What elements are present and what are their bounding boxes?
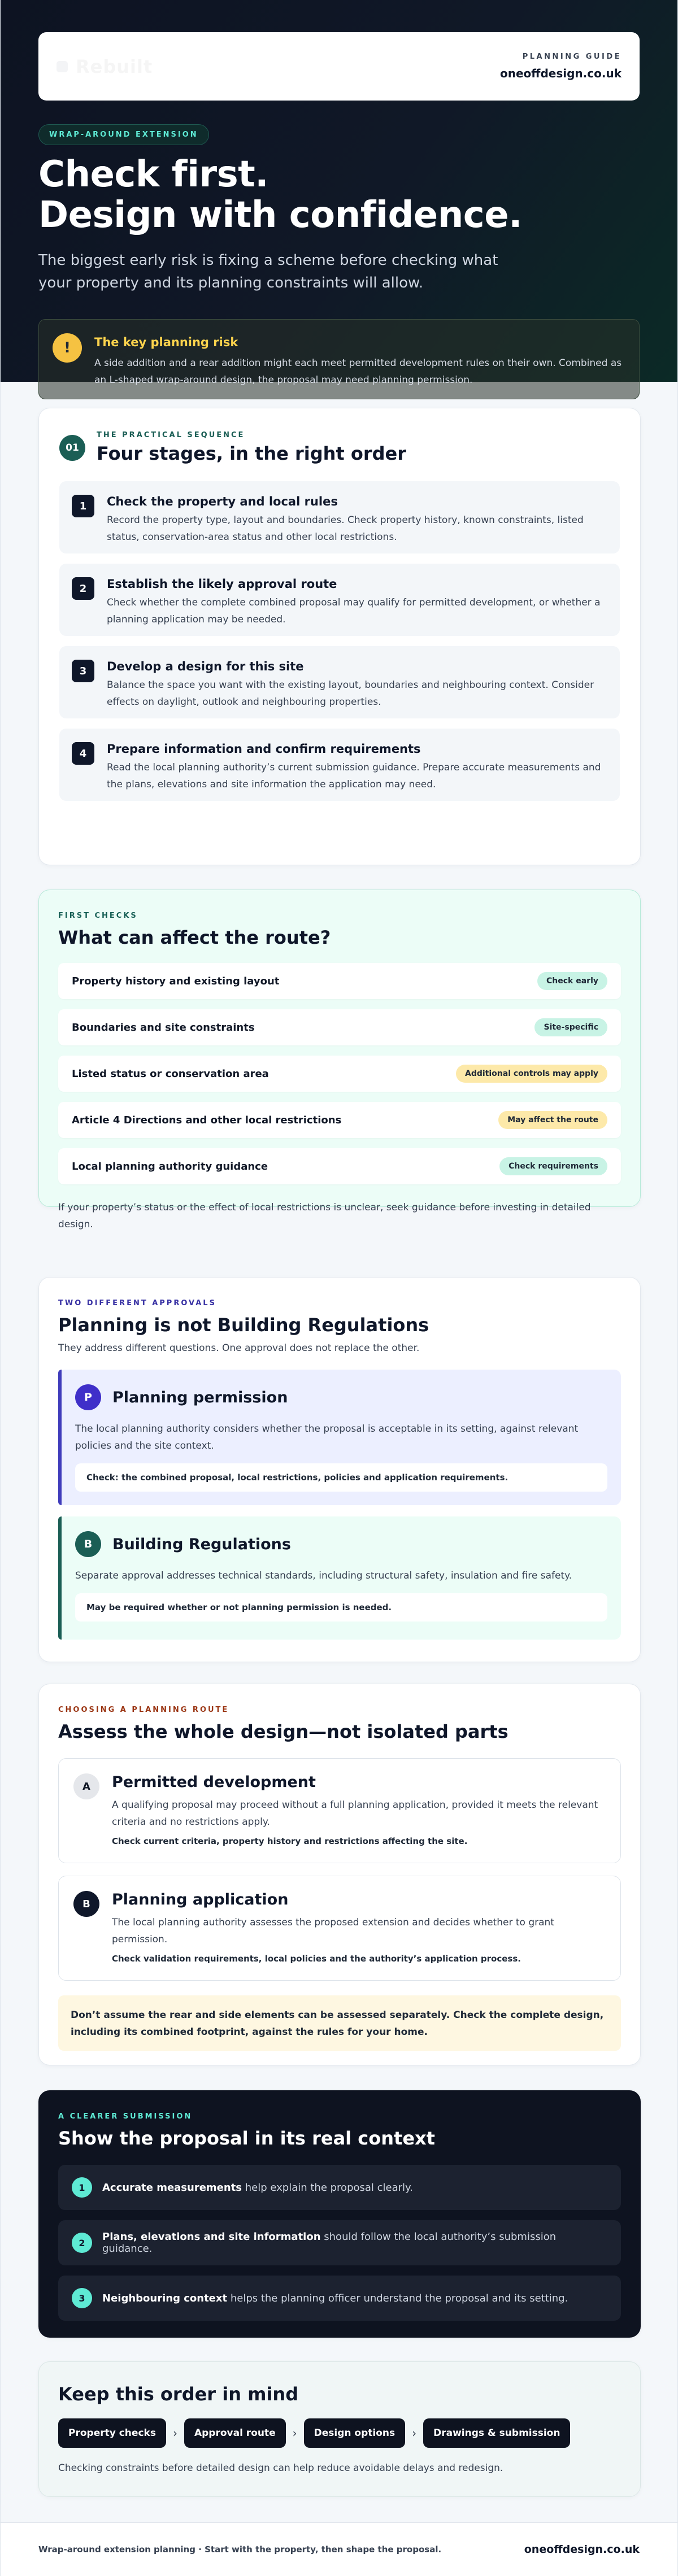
building-letter-badge: B [75,1531,101,1557]
assess-warning: Don’t assume the rear and side elements can be assessed separately. Check the complete design, including its combined footprint, against the rules for your home. [58,1995,621,2051]
header-card [38,32,640,101]
stage-text: Record the property type, layout and boundaries. Check property history, known constraints, listed status, conservation-area status and other local restrictions. [107,515,584,543]
status-chip: Site-specific [534,1018,607,1036]
chevron-right-icon: › [292,2426,297,2440]
status-chip: Additional controls may apply [456,1065,607,1083]
submit-text-rest: should follow the local authority’s submission guidance. [102,2231,557,2255]
approvals-card [38,1277,641,1662]
submit-row [58,2276,621,2321]
warning-icon: ! [53,333,82,363]
guide-label: PLANNING GUIDE [522,53,621,61]
stage-title: Establish the likely approval route [107,577,337,591]
planning-letter-badge: P [75,1384,101,1410]
hero-tag: WRAP-AROUND EXTENSION [38,124,209,145]
risk-title: The key planning risk [94,335,238,349]
stage-item [59,646,620,718]
submit-row [58,2165,621,2210]
status-chip: May affect the route [498,1111,607,1129]
stage-title: Check the property and local rules [107,495,338,508]
stage-number: 1 [72,495,94,517]
section-number-badge: 01 [59,435,85,461]
building-header [75,1531,607,1557]
site-name-link[interactable]: oneoffdesign.co.uk [499,67,621,80]
stage-item [59,564,620,636]
submit-number: 2 [72,2233,92,2253]
hero-title [38,154,640,236]
order-card [38,2361,641,2497]
submit-text-rest: helps the planning officer understand the proposal and its setting. [227,2292,568,2304]
stage-number: 3 [72,660,94,682]
check-label: Boundaries and site constraints [72,1021,255,1034]
checks-eyebrow: FIRST CHECKS [58,912,138,920]
stage-text: Check whether the complete combined proposal may qualify for permitted development, or whether a planning application may be needed. [107,597,601,625]
footer-site-link[interactable]: oneoffdesign.co.uk [524,2543,640,2556]
building-title: Building Regulations [112,1535,291,1553]
planning-permission-box [58,1370,621,1505]
first-checks-card [38,890,641,1230]
submit-text-rest: help explain the proposal clearly. [242,2181,413,2194]
check-row [58,1009,621,1045]
stages-card [38,408,641,865]
order-note: Checking constraints before detailed design can help reduce avoidable delays and redesign. [58,2462,503,2474]
check-label: Article 4 Directions and other local restrictions [72,1114,342,1126]
submit-title: Show the proposal in its real context [58,2128,435,2149]
submit-text [102,2231,607,2255]
submit-row [58,2220,621,2265]
submit-text [102,2292,568,2304]
route-note: Check current criteria, property history and restrictions affecting the site. [112,1836,468,1846]
stage-list [59,481,620,801]
risk-text: A side addition and a rear addition might each meet permitted development rules on their own. Combined as an L-shaped wrap-around design, the proposal may need planning permission. [94,358,622,386]
hero-section [1,0,677,386]
submit-eyebrow: A CLEARER SUBMISSION [58,2112,193,2121]
risk-content [94,333,625,389]
stages-title: Four stages, in the right order [97,443,406,464]
planning-note: Check: the combined proposal, local restrictions, policies and application requirements. [75,1463,607,1492]
submit-list [58,2165,621,2321]
hero-subtitle: The biggest early risk is fixing a scheme before checking what your property and its planning constraints will allow. [38,252,498,291]
stage-title: Develop a design for this site [107,660,304,673]
route-title: Permitted development [112,1773,316,1791]
stages-header [59,431,620,464]
assess-title: Assess the whole design—not isolated parts [58,1721,508,1742]
footer-tagline: Wrap-around extension planning · Start with the property, then shape the proposal. [38,2544,442,2555]
submit-text [102,2182,413,2194]
route-text: A qualifying proposal may proceed without a full planning application, provided it meets the relevant criteria and no restrictions apply. [112,1799,598,1828]
check-row [58,1148,621,1184]
route-letter-badge: B [73,1891,99,1917]
submit-number: 3 [72,2288,92,2308]
header-branding [500,53,621,80]
order-title: Keep this order in mind [58,2383,299,2405]
check-row [58,1056,621,1092]
stage-number: 4 [72,742,94,765]
submit-text-bold: Neighbouring context [102,2292,228,2304]
stage-title: Prepare information and confirm requirements [107,742,421,756]
route-letter-badge: A [73,1773,99,1799]
building-text: Separate approval addresses technical standards, including structural safety, insulation and fire safety. [75,1570,572,1581]
footer [1,2522,677,2576]
planning-title: Planning permission [112,1388,288,1406]
flow-step-design-options: Design options [304,2418,405,2448]
route-text: The local planning authority assesses the proposed extension and decides whether to grant permission. [112,1917,554,1945]
check-label: Local planning authority guidance [72,1160,268,1173]
check-row [58,1102,621,1138]
flow-step-property-checks: Property checks [58,2418,166,2448]
regs-subtitle: They address different questions. One approval does not replace the other. [58,1343,420,1354]
chevron-right-icon: › [172,2426,177,2440]
risk-callout [38,319,640,399]
stage-number: 2 [72,577,94,600]
assess-eyebrow: CHOOSING A PLANNING ROUTE [58,1706,229,1714]
checks-list [58,963,621,1184]
order-flow [58,2418,621,2448]
status-chip: Check requirements [499,1157,607,1175]
chevron-right-icon: › [412,2426,417,2440]
checks-title: What can affect the route? [58,927,331,948]
check-row [58,963,621,999]
route-permitted-development [58,1758,621,1863]
check-label: Property history and existing layout [72,975,280,987]
stage-text: Balance the space you want with the existing layout, boundaries and neighbouring context. Consider effects on daylight, outlook and neighbouring properties. [107,679,594,708]
hero-title-line1: Check first. [38,154,269,195]
stage-item [59,729,620,801]
stages-eyebrow: THE PRACTICAL SEQUENCE [97,431,245,439]
logo-text: Rebuilt [76,55,153,77]
route-planning-application [58,1876,621,1981]
logo[interactable] [56,56,153,77]
planning-header [75,1384,607,1410]
checks-note: If your property’s status or the effect of local restrictions is unclear, seek guidance before investing in detailed design. [58,1202,591,1230]
stage-item [59,481,620,553]
regs-eyebrow: TWO DIFFERENT APPROVALS [58,1299,216,1307]
logo-icon [56,61,68,72]
planning-route-card [38,1684,641,2065]
status-chip: Check early [537,972,607,990]
submission-card [38,2090,641,2338]
submit-text-bold: Accurate measurements [102,2181,242,2194]
route-note: Check validation requirements, local policies and the authority’s application process. [112,1954,521,1964]
stage-text: Read the local planning authority’s current submission guidance. Prepare accurate measurements and the plans, elevations and site information the application may need. [107,762,601,790]
submit-text-bold: Plans, elevations and site information [102,2231,321,2243]
check-label: Listed status or conservation area [72,1067,269,1080]
flow-step-approval-route: Approval route [184,2418,286,2448]
route-title: Planning application [112,1891,289,1908]
planning-text: The local planning authority considers whether the proposal is acceptable in its setting, against relevant policies and the site context. [75,1423,579,1452]
building-regulations-box [58,1516,621,1640]
building-note: May be required whether or not planning permission is needed. [75,1593,607,1622]
flow-step-drawings-submission: Drawings & submission [423,2418,570,2448]
regs-title: Planning is not Building Regulations [58,1314,429,1336]
hero-title-line2: Design with confidence. [38,194,522,236]
submit-number: 1 [72,2177,92,2198]
